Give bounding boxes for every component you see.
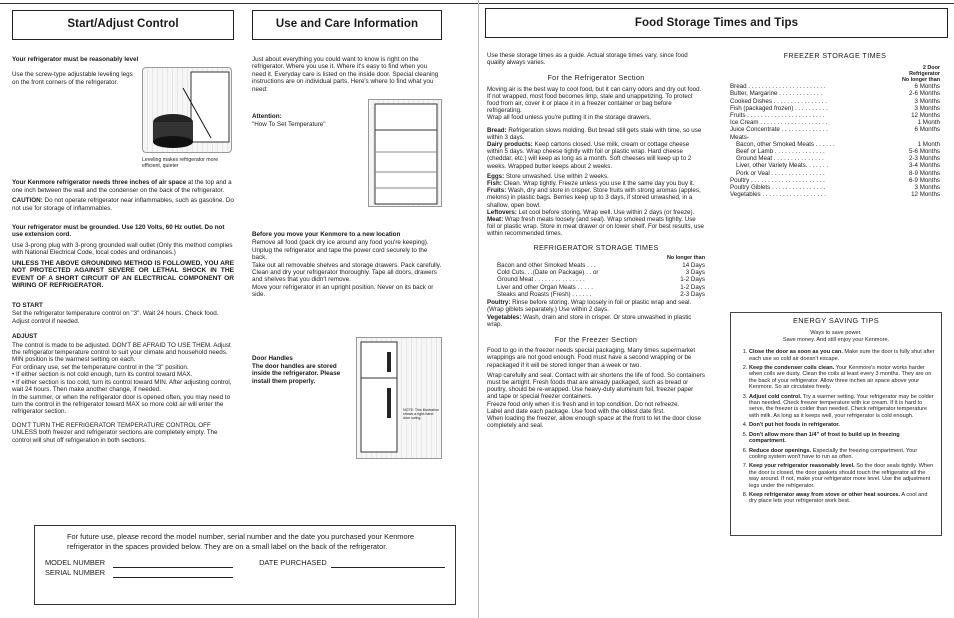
energy-tip-item	[749, 492, 935, 505]
bread-tip: Bread: Refrigeration slows molding. But bread still gets stale with time, so use within 3 days.	[487, 126, 702, 141]
serial-label: SERIAL NUMBER	[45, 568, 106, 577]
storage-item-label: Juice Concentrate . . . . . . . . . . . . . .	[730, 126, 829, 134]
caution-note: CAUTION: Do not operate refrigerator near inflammables, such as gasoline. Do not use for storage of inflammables.	[12, 197, 234, 212]
storage-item-time: 1-2 Days	[680, 276, 705, 284]
door-handles-heading: Door Handles	[252, 354, 293, 362]
food-storage-title: Food Storage Times and Tips	[485, 8, 948, 38]
fish-tip: Fish: Clean. Wrap tightly. Freeze unless you use it the same day you buy it.	[487, 180, 695, 188]
refrigerator-storage-row	[497, 284, 705, 291]
date-label: DATE PURCHASED	[259, 558, 327, 567]
freezer-text-5: When loading the freezer, allow enough space at the front to let the door close completely and seal.	[487, 414, 701, 430]
freezer-storage-row	[730, 155, 940, 162]
door-handles-illustration	[356, 337, 442, 459]
energy-tip-lead: Keep your refrigerator reasonably level.	[749, 463, 855, 470]
storage-item-time: 3 Months	[914, 104, 940, 112]
storage-item-label: Poultry . . . . . . . . . . . . . . . . . . . . . .	[730, 176, 825, 184]
energy-tip-lead: Adjust cold control.	[749, 393, 802, 400]
fridge-text-2: Wrap all food unless you're putting it in the storage drawers.	[487, 114, 652, 122]
storage-item-label: Bread . . . . . . . . . . . . . . . . . . . . . . .	[730, 83, 826, 91]
storage-item-time: 2-6 Months	[909, 90, 940, 98]
energy-tips-heading: ENERGY SAVING TIPS	[792, 316, 880, 325]
meat-tip: Meat: Wrap fresh meats loosely (and seal). Wrap smoked meats tightly. Use foil or plastic wrap. Store in meat drawer or on lower shelf. For best results, use within recommended times.	[487, 216, 704, 238]
adjust-text-4: In the summer, or when the refrigerator door is opened often, you may need to turn the control in the refrigerator toward MAX so more cold air will enter the refrigerator section.	[12, 393, 231, 416]
storage-item-time: 2-3 Months	[909, 155, 940, 163]
refrigerator-storage-row	[497, 262, 705, 269]
storage-item-label: Fruits . . . . . . . . . . . . . . . . . . . . . . .	[730, 112, 825, 120]
storage-item-label: Vegetables . . . . . . . . . . . . . . . . . . .	[730, 191, 826, 199]
energy-tip-text: Especially the freezing compartment. Your cooling system won't have to run as often.	[749, 447, 918, 460]
poultry-tip: Poultry: Rinse before storing. Wrap loosely in foil or plastic wrap and seal. (Wrap giblets separately.) Use within 2 days.	[487, 299, 692, 314]
to-start-text: Set the refrigerator temperature control on "3". Wait 24 hours. Check food. Adjust control if needed.	[12, 310, 219, 325]
freezer-storage-row	[730, 126, 940, 133]
storage-item-label: Cold Cuts. . .(Date on Package) . . or	[497, 269, 599, 277]
adjust-bullet-1: • If either section is not cold enough, turn its control toward MAX.	[12, 371, 193, 379]
leveling-caption: Leveling makes refrigerator more efficient, quieter	[142, 157, 219, 170]
storage-item-label: Beef or Lamb . . . . . . . . . . . . . . .	[736, 148, 825, 156]
refrigerator-storage-row	[497, 276, 705, 283]
fruits-tip: Fruits: Wash, dry and store in crisper. Store fruits with strong aromas (apples, melons) in plastic bags. Berries keep up to 3 days, if stored unwashed, in a shallow, open bowl.	[487, 187, 701, 209]
storage-item-label: Cooked Dishes . . . . . . . . . . . . . . . .	[730, 97, 827, 105]
adjust-text-3: For ordinary use, set the temperature control in the "3" position.	[12, 363, 189, 371]
model-number-field[interactable]	[113, 567, 233, 568]
fst-col-2: Refrigerator	[909, 71, 940, 78]
storage-item-time: 3 Days	[685, 269, 705, 277]
energy-tip-text: Try a warmer setting. Your refrigerator may be colder than needed. Check freezer temperature with ice cream. If it is hard to serve, the freezer is colder than needed. Check refrigerator temperature with milk. As long as it keeps well, your refrigerator is cold enough.	[749, 393, 934, 419]
use-care-column	[252, 0, 442, 479]
energy-tip-lead: Keep refrigerator away from stove or other heat sources.	[749, 491, 901, 498]
adjust-heading: ADJUST	[12, 333, 38, 341]
freezer-storage-times-heading: FREEZER STORAGE TIMES	[783, 51, 887, 60]
freezer-storage-row	[730, 98, 940, 105]
storage-item-time: 3-4 Months	[909, 162, 940, 170]
freezer-text-1: Food to go in the freezer needs special packaging. Many times supermarket wrappings are not good enough. Food must have a second wrapping or be repackaged if it will be stored longer than a week or two.	[487, 347, 696, 369]
storage-item-label: Bacon and other Smoked Meats . . .	[497, 262, 596, 270]
energy-tips-list	[737, 349, 935, 505]
energy-tip-item	[749, 349, 935, 362]
storage-item-time: 6 Months	[914, 126, 940, 134]
date-purchased-field[interactable]	[331, 567, 445, 568]
storage-item-time: 1 Month	[917, 119, 940, 127]
level-heading: Your refrigerator must be reasonably level	[12, 56, 139, 63]
leveling-legs-illustration	[142, 67, 232, 153]
storage-item-label: Liver, other Variety Meats. . . . . . .	[736, 162, 829, 170]
freezer-storage-row	[730, 105, 940, 112]
storage-item-time: 6 Months	[914, 83, 940, 91]
attention-block	[252, 99, 442, 209]
energy-sub-1: Ways to save power.	[810, 330, 862, 337]
freezer-text-4: Label and date each package. Use food with the oldest date first.	[487, 407, 665, 415]
storage-item-label: Liver and other Organ Meats . . . . .	[497, 283, 593, 291]
freezer-storage-row	[730, 90, 940, 97]
fst-col-3: No longer than	[901, 77, 940, 84]
storage-item-time: 14 Days	[682, 262, 705, 270]
energy-tip-lead: Keep the condenser coils clean.	[749, 365, 835, 372]
start-adjust-title: Start/Adjust Control	[12, 10, 234, 40]
to-start-heading: TO START	[12, 302, 43, 310]
door-handles-block	[252, 355, 442, 479]
energy-tip-item	[749, 432, 935, 445]
storage-item-time: 5-6 Months	[909, 148, 940, 156]
storage-item-label: Ice Cream . . . . . . . . . . . . . . . . . . . .	[730, 119, 828, 127]
fridge-section-heading: For the Refrigerator Section	[547, 73, 645, 83]
freezer-storage-row	[730, 83, 940, 90]
freezer-storage-row	[730, 184, 940, 191]
freezer-storage-row	[730, 112, 940, 119]
grounding-heading: Your refrigerator must be grounded. Use 120 Volts, 60 Hz outlet. Do not use extension cord.	[12, 224, 225, 239]
storage-item-label: Poultry Giblets . . . . . . . . . . . . . . . .	[730, 184, 826, 192]
freezer-storage-row	[730, 191, 940, 198]
storage-item-time: 3 Months	[914, 97, 940, 105]
serial-number-field[interactable]	[113, 577, 233, 578]
rst-column-header: No longer than	[666, 254, 705, 261]
storage-item-label: Fish (packaged frozen) . . . . . . . . . .	[730, 104, 828, 112]
freezer-text-2: Wrap carefully and seal. Contact with air shortens the life of food. So containers must be airtight. Fresh foods that are already packaged, such as bread or poultry, should be re-wrapped. Use heavy-duty aluminum foil, freezer paper and tape or special freezer containers.	[487, 371, 705, 401]
handle-icon	[357, 338, 443, 460]
refrigerator-storage-row	[497, 291, 705, 298]
storage-item-label: Ground Meat . . . . . . . . . . . . . . .	[497, 276, 585, 284]
storage-item-time: 8-9 Months	[909, 169, 940, 177]
energy-tip-item	[749, 422, 935, 428]
use-care-title: Use and Care Information	[252, 10, 442, 40]
freezer-text-3: Freeze food only when it is fresh and in top condition. Do not refreeze.	[487, 400, 680, 408]
storage-item-time: 12 Months	[911, 191, 940, 199]
refrigerator-interior-illustration	[368, 99, 442, 207]
freezer-storage-column	[730, 52, 940, 198]
freezer-section-heading: For the Freezer Section	[554, 334, 638, 344]
energy-tip-lead: Reduce door openings.	[749, 447, 812, 454]
freezer-storage-row	[730, 170, 940, 177]
door-handles-text: The door handles are stored inside the refrigerator. Please install them properly.	[252, 362, 341, 385]
energy-tip-text: Make sure the door is fully shut after each use so cold air doesn't escape.	[749, 349, 935, 362]
energy-tip-text: Your Kenmore's motor works harder when coils are dusty. Clean the coils at least every 3 months. They are on the back of your refrigerator. Allow three inches air space above your Kenmore. So air circulates freely.	[749, 365, 932, 391]
record-text: For future use, please record the model number, serial number and the date you purchased your Kenmore refrigerator in the spaces provided below. They are on a small label on the back of the refrigerator.	[67, 532, 415, 551]
fst-col-1: 2 Door	[922, 65, 940, 72]
storage-item-time: 2-3 Days	[680, 290, 705, 298]
energy-tip-lead: Don't put hot foods in refrigerator.	[749, 422, 840, 429]
storage-item-label: Pork or Veal . . . . . . . . . . . . . . . .	[736, 169, 825, 177]
fridge-text-1: Moving air is the best way to cool food, but it can carry odors and dry out food. If not wrapped, most food becomes limp, stale and unappetizing. To protect food from air, cover it or place it in a freezer container or bag before refrigerating.	[487, 85, 702, 115]
grounding-text: Use 3-prong plug with 3-prong grounded wall outlet (Only this method complies with National Electrical Code, local codes and ordinances.)	[12, 241, 233, 257]
center-fold	[478, 0, 479, 618]
energy-tip-text: A cool and dry place lets your refrigerator work best.	[749, 491, 928, 505]
leftovers-tip: Leftovers: Let cool before storing. Wrap well. Use within 2 days (or freeze).	[487, 208, 695, 216]
storage-item-time: 1 Month	[917, 140, 940, 148]
use-care-intro: Just about everything you could want to know is right on the refrigerator. Where you use it. Where it's easy to find when you need it. Everyday care is listed on the inside door. Special cleaning instructions are on individual parts. Here's where to find what you need:	[252, 56, 439, 93]
model-row	[45, 558, 445, 568]
refrigerator-section-column	[487, 52, 705, 432]
adjust-bullet-2: • If either section is too cold, turn its control toward MIN. After adjusting control, wait 24 hours. Then make another change, if needed.	[12, 378, 232, 394]
dont-turn-off-note: DON'T TURN THE REFRIGERATOR TEMPERATURE CONTROL OFF UNLESS both freezer and refrigerator sections are completely empty. The control will shut off refrigeration in both sections.	[12, 421, 218, 444]
illustration-note: NOTE: This illustration shows a right-hand door swing.	[403, 407, 439, 421]
vegetables-tip: Vegetables: Wash, drain and store in crisper. Or store unwashed in plastic wrap.	[487, 313, 692, 328]
eggs-tip: Eggs: Store unwashed. Use within 2 weeks.	[487, 172, 609, 180]
freezer-storage-row	[730, 177, 940, 184]
refrigerator-icon	[369, 100, 443, 208]
energy-tip-lead: Don't allow more than 1/4" of frost to build up in freezing compartment.	[749, 431, 900, 445]
storage-item-label: Meats-	[730, 133, 749, 141]
freezer-storage-row	[730, 134, 940, 141]
storage-item-label: Bacon, other Smoked Meats . . . . . .	[736, 140, 835, 148]
adjust-text-2: MIN position is the warmest setting on each.	[12, 356, 136, 364]
energy-tip-item	[749, 448, 935, 461]
food-intro: Use these storage times as a guide. Actual storage times vary, since food quality always varies.	[487, 52, 688, 67]
attention-label: Attention:	[252, 113, 282, 121]
energy-tip-item	[749, 365, 935, 391]
energy-tip-item	[749, 394, 935, 420]
air-space-note: Your Kenmore refrigerator needs three inches of air space at the top and a one inch between the wall and the condenser on the back of the refrigerator.	[12, 179, 232, 194]
storage-item-label: Butter, Margarine . . . . . . . . . . . . .	[730, 90, 823, 98]
dairy-tip: Dairy products: Keep cartons closed. Use milk, cream or cottage cheese within 5 days. Wrap cheese tightly with foil or plastic wrap. Hard cheese (cheddar, etc.) will keep as long as a month. Soft cheeses will keep up to 2 weeks. Wrapped butter keeps about 2 weeks.	[487, 141, 692, 170]
freezer-storage-row	[730, 141, 940, 148]
storage-item-time: 6-9 Months	[909, 176, 940, 184]
storage-item-time: 12 Months	[911, 112, 940, 120]
record-box	[34, 525, 456, 605]
refrigerator-leg-icon	[143, 68, 233, 154]
refrigerator-storage-times-heading: REFRIGERATOR STORAGE TIMES	[533, 242, 659, 252]
energy-tip-lead: Close the door as soon as you can.	[749, 349, 843, 356]
freezer-storage-table	[730, 83, 940, 198]
move-heading: Before you move your Kenmore to a new location	[252, 231, 401, 239]
freezer-storage-row	[730, 162, 940, 169]
storage-item-label: Steaks and Roasts (Fresh) . . . . . .	[497, 290, 592, 298]
move-text-1: Remove all food (pack dry ice around any food you're keeping). Unplug the refrigerator and tape the power cord securely to the back.	[252, 239, 429, 262]
move-text-3: Move your refrigerator in an upright position. Never on its back or side.	[252, 283, 434, 299]
attention-text: "How To Set Temperature"	[252, 121, 326, 129]
storage-item-label: Ground Meat . . . . . . . . . . . . . . .	[736, 155, 824, 163]
refrigerator-storage-row	[497, 269, 705, 276]
storage-item-time: 1-2 Days	[680, 283, 705, 291]
start-adjust-column	[12, 0, 234, 447]
leveling-text: Use the screw-type adjustable leveling legs on the front corners of the refrigerator.	[12, 71, 133, 86]
energy-tip-text: So the door seals tightly. When the door is closed, the door gaskets should touch the refrigerator all the way around. If not, make your refrigerator more level. Use the adjustment legs under the refrigerator.	[749, 463, 934, 489]
energy-sub-2: Save money. And still enjoy your Kenmore.	[782, 336, 890, 343]
energy-tips-box	[730, 312, 942, 536]
serial-row	[45, 568, 445, 578]
refrigerator-storage-table	[487, 262, 705, 298]
model-label: MODEL NUMBER	[45, 558, 106, 567]
grounding-warning: UNLESS THE ABOVE GROUNDING METHOD IS FOLLOWED, YOU ARE NOT PROTECTED AGAINST SEVERE OR LETHAL SHOCK IN THE EVENT OF A SHORT CIRCUIT OF AN ELECTRICAL COMPONENT OR WIRING OF REFRIGERATOR.	[12, 259, 234, 290]
leveling-block	[12, 67, 234, 175]
adjust-text-1: The control is made to be adjusted. DON'T BE AFRAID TO USE THEM. Adjust the refrigerator temperature control to suit your climate and household needs.	[12, 341, 231, 357]
freezer-storage-row	[730, 148, 940, 155]
move-text-2: Take out all removable shelves and storage drawers. Pack carefully. Clean and dry your refrigerator thoroughly. Tape all doors, drawers and shelves that you didn't remove.	[252, 261, 442, 284]
storage-item-time: 3 Months	[914, 184, 940, 192]
energy-tip-item	[749, 463, 935, 489]
freezer-storage-row	[730, 119, 940, 126]
